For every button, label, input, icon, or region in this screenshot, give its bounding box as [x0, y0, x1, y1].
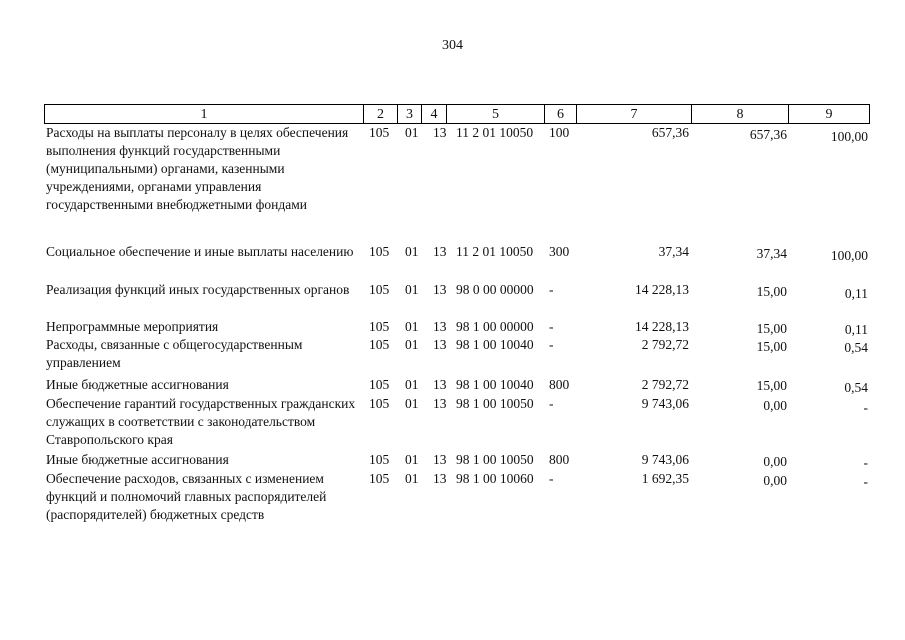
row-rz: 01 — [405, 319, 419, 334]
row-pct: 0,11 — [844, 286, 868, 301]
row-fact: 15,00 — [756, 378, 787, 393]
row-pct: - — [863, 455, 868, 470]
row-name: Обеспечение расходов, связанных с изменением функций и полномочий главных распорядителей (распорядителей) бюджетных средств — [46, 471, 327, 522]
row-pr: 13 — [433, 452, 447, 467]
row-glavn: 105 — [369, 396, 390, 411]
row-fact: 0,00 — [763, 473, 787, 488]
row-plan: 14 228,13 — [635, 319, 689, 334]
table-header — [44, 104, 870, 124]
row-glavn: 105 — [369, 337, 390, 352]
row-pct: 0,11 — [844, 322, 868, 337]
row-pr: 13 — [433, 282, 447, 297]
row-glavn: 105 — [369, 282, 390, 297]
row-csr: 98 1 00 10050 — [456, 396, 534, 411]
row-csr: 11 2 01 10050 — [456, 125, 534, 140]
row-fact: 657,36 — [749, 127, 787, 142]
row-glavn: 105 — [369, 244, 390, 259]
row-vr: 100 — [549, 125, 570, 140]
row-plan: 1 692,35 — [641, 471, 689, 486]
row-glavn: 105 — [369, 319, 390, 334]
row-vr: 300 — [549, 244, 570, 259]
row-plan: 9 743,06 — [641, 452, 689, 467]
header-col-3: 3 — [398, 105, 422, 123]
row-rz: 01 — [405, 282, 419, 297]
row-name: Реализация функций иных государственных органов — [46, 282, 350, 297]
row-rz: 01 — [405, 452, 419, 467]
row-csr: 98 1 00 10060 — [456, 471, 534, 486]
row-csr: 98 1 00 00000 — [456, 319, 534, 334]
row-name: Непрограммные мероприятия — [46, 319, 219, 334]
row-fact: 0,00 — [763, 454, 787, 469]
row-csr: 98 1 00 10040 — [456, 377, 534, 392]
row-plan: 657,36 — [651, 125, 689, 140]
row-pr: 13 — [433, 337, 447, 352]
row-vr: - — [549, 396, 554, 411]
row-rz: 01 — [405, 471, 419, 486]
page-number: 304 — [442, 38, 463, 53]
row-fact: 0,00 — [763, 398, 787, 413]
row-name: Иные бюджетные ассигнования — [46, 452, 229, 467]
row-plan: 2 792,72 — [641, 337, 689, 352]
row-pr: 13 — [433, 396, 447, 411]
row-csr: 98 1 00 10040 — [456, 337, 534, 352]
row-vr: 800 — [549, 452, 570, 467]
row-plan: 14 228,13 — [635, 282, 689, 297]
row-pct: 100,00 — [830, 248, 868, 263]
row-pct: - — [863, 474, 868, 489]
row-pct: 0,54 — [844, 340, 868, 355]
header-col-4: 4 — [422, 105, 447, 123]
header-col-8: 8 — [692, 105, 789, 123]
row-csr: 98 0 00 00000 — [456, 282, 534, 297]
row-name: Расходы, связанные с общегосударственным управлением — [46, 337, 303, 370]
row-name: Иные бюджетные ассигнования — [46, 377, 229, 392]
row-name: Расходы на выплаты персоналу в целях обеспечения выполнения функций государственными (муниципальными) органами, казенными учреждениями, органами управления государственными внебюджетными фондами — [46, 125, 349, 212]
row-name: Социальное обеспечение и иные выплаты населению — [46, 244, 354, 259]
row-pct: 100,00 — [830, 129, 868, 144]
row-csr: 98 1 00 10050 — [456, 452, 534, 467]
row-fact: 15,00 — [756, 321, 787, 336]
row-fact: 15,00 — [756, 339, 787, 354]
row-vr: - — [549, 319, 554, 334]
header-col-7: 7 — [577, 105, 692, 123]
row-plan: 37,34 — [658, 244, 689, 259]
row-fact: 37,34 — [756, 246, 787, 261]
header-col-9: 9 — [789, 105, 870, 123]
row-plan: 2 792,72 — [641, 377, 689, 392]
row-glavn: 105 — [369, 452, 390, 467]
row-pr: 13 — [433, 377, 447, 392]
row-pr: 13 — [433, 244, 447, 259]
row-pct: - — [863, 400, 868, 415]
row-rz: 01 — [405, 125, 419, 140]
row-rz: 01 — [405, 396, 419, 411]
row-rz: 01 — [405, 337, 419, 352]
row-rz: 01 — [405, 244, 419, 259]
row-glavn: 105 — [369, 471, 390, 486]
header-col-1: 1 — [44, 105, 364, 123]
row-name: Обеспечение гарантий государственных гражданских служащих в соответствии с законодательством Ставропольского края — [46, 396, 356, 447]
row-pr: 13 — [433, 319, 447, 334]
row-glavn: 105 — [369, 377, 390, 392]
row-fact: 15,00 — [756, 284, 787, 299]
row-pr: 13 — [433, 471, 447, 486]
row-csr: 11 2 01 10050 — [456, 244, 534, 259]
row-pr: 13 — [433, 125, 447, 140]
row-glavn: 105 — [369, 125, 390, 140]
row-vr: 800 — [549, 377, 570, 392]
row-plan: 9 743,06 — [641, 396, 689, 411]
header-col-6: 6 — [545, 105, 577, 123]
header-col-5: 5 — [447, 105, 545, 123]
row-vr: - — [549, 282, 554, 297]
row-pct: 0,54 — [844, 380, 868, 395]
header-col-2: 2 — [364, 105, 398, 123]
row-vr: - — [549, 471, 554, 486]
row-vr: - — [549, 337, 554, 352]
row-rz: 01 — [405, 377, 419, 392]
